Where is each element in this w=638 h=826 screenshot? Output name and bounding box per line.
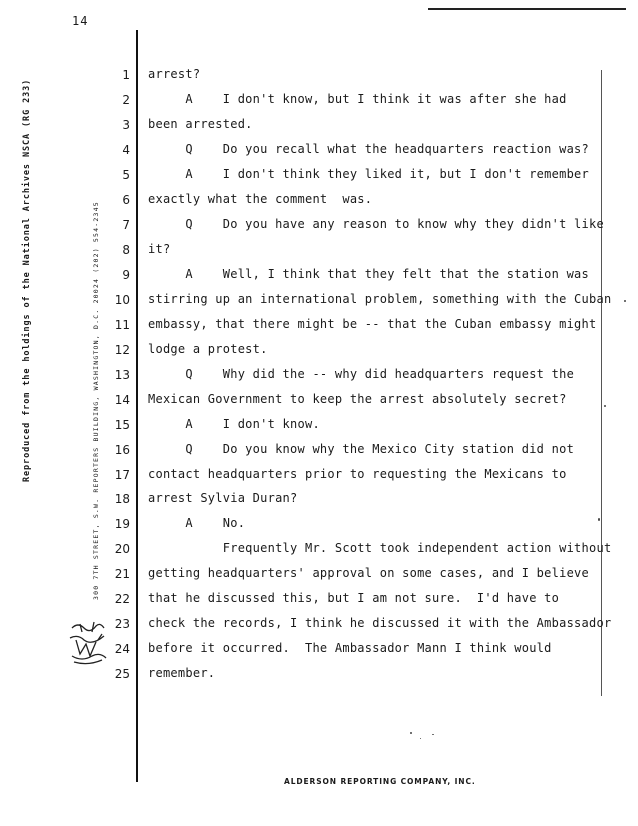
line-number: 15 <box>114 417 130 432</box>
line-text: remember. <box>148 666 216 681</box>
line-text: A No. <box>148 516 246 531</box>
transcript-line <box>0 214 638 239</box>
line-number: 7 <box>122 217 130 232</box>
line-text: check the records, I think he discussed it with the Ambassador <box>148 616 612 631</box>
transcript-line <box>0 389 638 414</box>
line-text: Q Why did the -- why did headquarters request the <box>148 366 575 381</box>
line-number: 9 <box>122 267 130 282</box>
speck <box>604 405 606 407</box>
archive-note: Reproduced from the holdings of the National Archives NSCA (RG 233) <box>22 78 32 482</box>
transcript-line <box>0 264 638 289</box>
line-number: 12 <box>114 342 130 357</box>
transcript-line <box>0 538 638 563</box>
line-text: Q Do you have any reason to know why they didn't like <box>148 216 604 231</box>
speck <box>598 518 600 521</box>
line-text: contact headquarters prior to requesting the Mexicans to <box>148 466 567 481</box>
transcript-line <box>0 189 638 214</box>
line-number: 2 <box>122 92 130 107</box>
line-text: A I don't know. <box>148 416 320 431</box>
line-text: Q Do you know why the Mexico City station did not <box>148 441 575 456</box>
speck <box>432 734 434 735</box>
transcript-line <box>0 339 638 364</box>
line-text: it? <box>148 241 171 256</box>
line-number: 24 <box>114 642 130 657</box>
transcript-line <box>0 114 638 139</box>
line-text: Frequently Mr. Scott took independent action without <box>148 541 612 556</box>
line-number: 6 <box>122 192 130 207</box>
transcript-line <box>0 638 638 663</box>
transcript-line <box>0 464 638 489</box>
line-number: 19 <box>114 517 130 532</box>
transcript-line <box>0 414 638 439</box>
transcript-line <box>0 513 638 538</box>
transcript-line <box>0 588 638 613</box>
line-number: 4 <box>122 142 130 157</box>
top-rule <box>428 8 626 10</box>
line-text: stirring up an international problem, something with the Cuban <box>148 291 612 306</box>
speck <box>420 738 421 739</box>
line-text: A I don't know, but I think it was after she had <box>148 91 567 106</box>
line-number: 8 <box>122 242 130 257</box>
line-text: that he discussed this, but I am not sure. I'd have to <box>148 591 560 606</box>
line-text: getting headquarters' approval on some cases, and I believe <box>148 566 590 581</box>
line-number: 17 <box>114 467 130 482</box>
speck <box>410 732 412 734</box>
line-number: 3 <box>122 117 130 132</box>
line-number: 18 <box>114 492 130 507</box>
transcript-line <box>0 139 638 164</box>
page-number: 14 <box>72 14 89 28</box>
transcript-line <box>0 164 638 189</box>
transcript-line <box>0 364 638 389</box>
line-number: 5 <box>122 167 130 182</box>
line-text: A Well, I think that they felt that the station was <box>148 266 590 281</box>
line-text: before it occurred. The Ambassador Mann I think would <box>148 641 552 656</box>
line-number: 16 <box>114 442 130 457</box>
line-text: Mexican Government to keep the arrest absolutely secret? <box>148 391 567 406</box>
line-number: 25 <box>114 667 130 682</box>
line-number: 13 <box>114 367 130 382</box>
line-text: A I don't think they liked it, but I don't remember <box>148 166 590 181</box>
line-number: 23 <box>114 617 130 632</box>
line-number: 20 <box>114 542 130 557</box>
transcript-line <box>0 613 638 638</box>
speck <box>624 300 626 302</box>
reporter-address: 300 7TH STREET, S.W. REPORTERS BUILDING, WASHINGTON, D.C. 20024 (202) 554-2345 <box>92 201 100 600</box>
line-text: lodge a protest. <box>148 341 268 356</box>
line-text: been arrested. <box>148 116 253 131</box>
transcript-line <box>0 89 638 114</box>
footer: ALDERSON REPORTING COMPANY, INC. <box>284 777 476 786</box>
transcript-line <box>0 289 638 314</box>
line-number: 11 <box>114 317 130 332</box>
line-number: 1 <box>122 68 130 82</box>
line-number: 22 <box>114 592 130 607</box>
line-text: exactly what the comment was. <box>148 191 373 206</box>
line-text: arrest Sylvia Duran? <box>148 491 298 506</box>
line-number: 21 <box>114 567 130 582</box>
line-text: arrest? <box>148 67 201 81</box>
transcript-line <box>0 563 638 588</box>
transcript-line <box>0 239 638 264</box>
transcript-line <box>0 64 638 89</box>
line-number: 10 <box>114 292 130 307</box>
line-text: embassy, that there might be -- that the Cuban embassy might <box>148 316 597 331</box>
transcript-line <box>0 439 638 464</box>
line-number: 14 <box>114 392 130 407</box>
line-text: Q Do you recall what the headquarters reaction was? <box>148 141 590 156</box>
transcript-line <box>0 488 638 513</box>
transcript-line <box>0 663 638 688</box>
transcript-line <box>0 314 638 339</box>
